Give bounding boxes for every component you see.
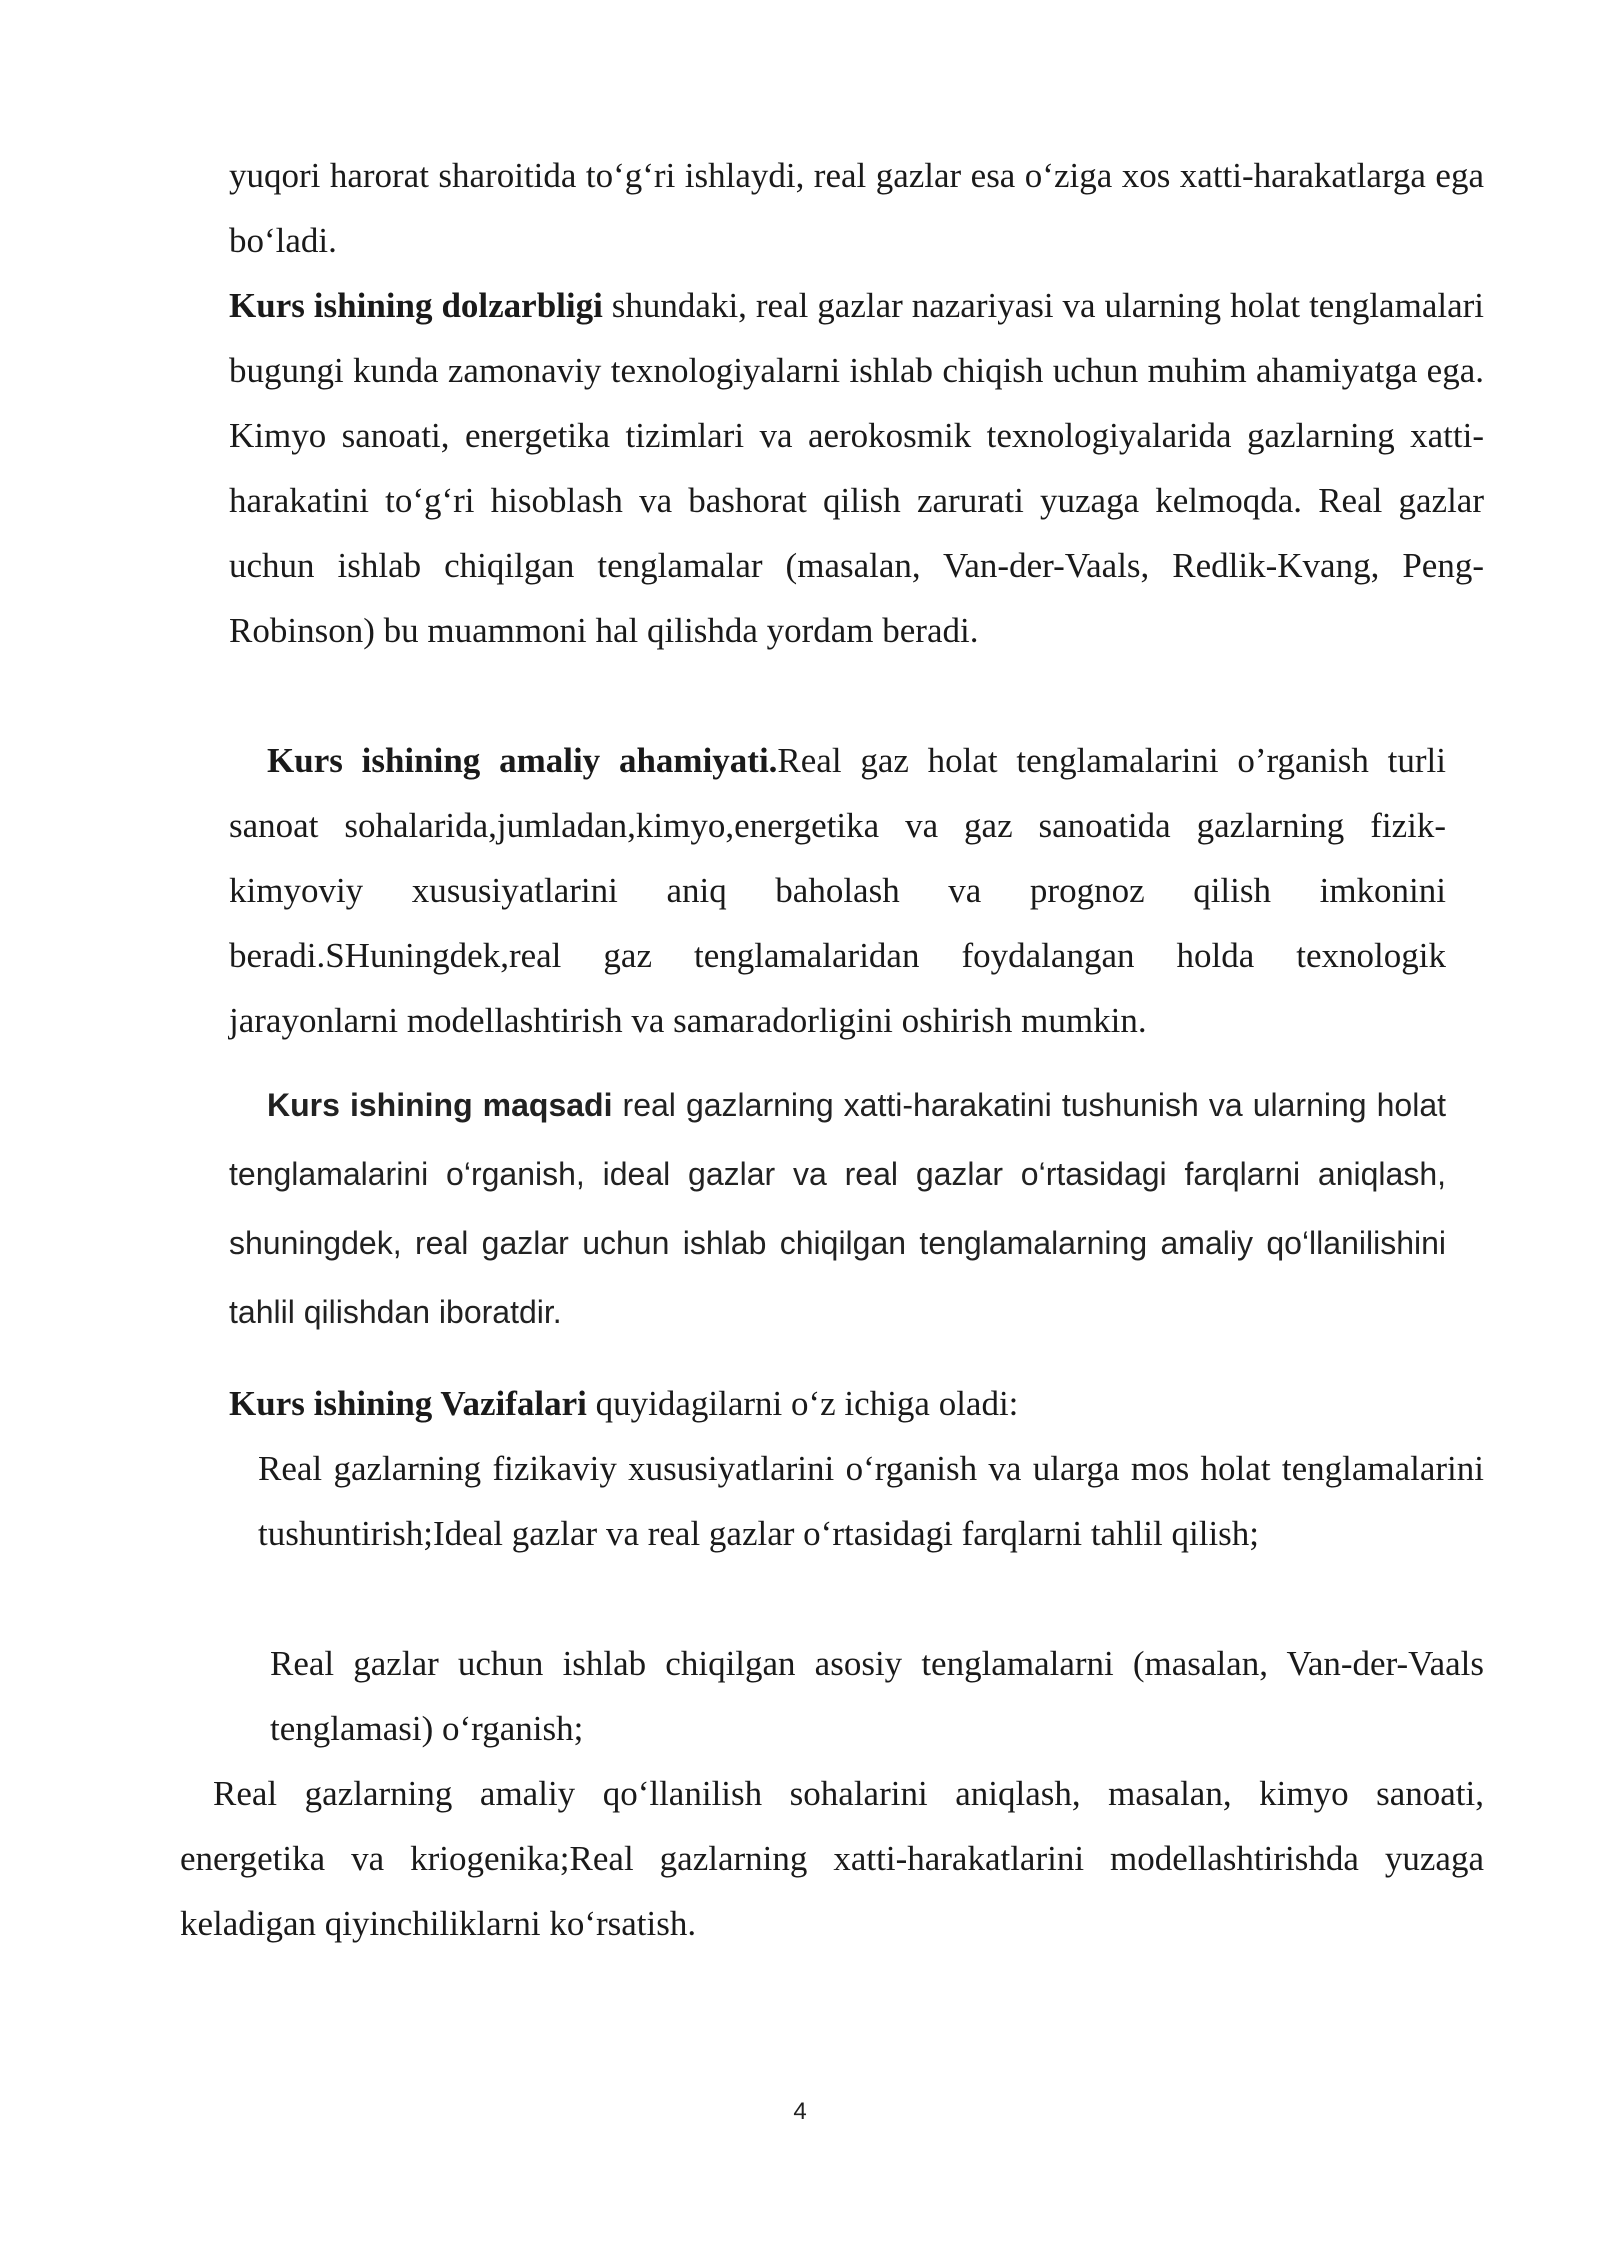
practical-importance-heading: Kurs ishining amaliy ahamiyati. (267, 741, 778, 780)
page-number: 4 (793, 2098, 807, 2125)
paragraph-text: shundaki, real gazlar nazariyasi va ularning holat tenglamalari bugungi kunda zamonaviy texnologiyalarni ishlab chiqish uchun muhim ahamiyatga ega. Kimyo sanoati, energetika tizimlari va aerokosmik texnologiyalarida gazlarning xatti-harakatini to‘g‘ri hisoblash va bashorat qilish zarurati yuzaga kelmoqda. Real gazlar uchun ishlab chiqilgan tenglamalar (masalan, Van-der-Vaals, Redlik-Kvang, Peng-Robinson) bu muammoni hal qilishda yordam beradi. (229, 286, 1484, 650)
goal-heading: Kurs ishining maqsadi (267, 1087, 613, 1123)
task-text: Real gazlar uchun ishlab chiqilgan asosiy tenglamalarni (masalan, Van-der-Vaals tenglamasi) o‘rganish; (270, 1644, 1484, 1748)
paragraph-practical-importance (229, 728, 1446, 1053)
paragraph-text: real gazlarning xatti-harakatini tushunish va ularning holat tenglamalarini o‘rganish, ideal gazlar va real gazlar o‘rtasidagi farqlarni aniqlash, shuningdek, real gazlar uchun ishlab chiqilgan tenglamalarning amaliy qo‘llanilishini tahlil qilishdan iboratdir. (229, 1087, 1447, 1330)
task-item-1 (258, 1436, 1484, 1566)
task-text: Real gazlarning amaliy qo‘llanilish sohalarini aniqlash, masalan, kimyo sanoati, energetika va kriogenika;Real gazlarning xatti-harakatlarini modellashtirishda yuzaga keladigan qiyinchiliklarni ko‘rsatish. (180, 1774, 1484, 1943)
task-item-3 (180, 1761, 1484, 1956)
paragraph-tasks-intro (229, 1371, 1484, 1436)
paragraph-intro-continuation (229, 143, 1484, 273)
task-text: Real gazlarning fizikaviy xususiyatlarini o‘rganish va ularga mos holat tenglamalarini tushuntirish;Ideal gazlar va real gazlar o‘rtasidagi farqlarni tahlil qilish; (258, 1449, 1484, 1553)
task-item-2 (270, 1631, 1484, 1761)
paragraph-goal (229, 1071, 1446, 1347)
paragraph-text: Real gaz holat tenglamalarini o’rganish turli sanoat sohalarida,jumladan,kimyo,energetika va gaz sanoatida gazlarning fizik-kimyoviy xususiyatlarini aniq baholash va prognoz qilish imkonini beradi.SHuningdek,real gaz tenglamalaridan foydalangan holda texnologik jarayonlarni modellashtirish va samaradorligini oshirish mumkin. (229, 741, 1446, 1040)
tasks-heading: Kurs ishining Vazifalari (229, 1384, 587, 1423)
paragraph-text: quyidagilarni o‘z ichiga oladi: (586, 1384, 1019, 1423)
paragraph-relevance (229, 273, 1484, 663)
paragraph-text: yuqori harorat sharoitida to‘g‘ri ishlaydi, real gazlar esa o‘ziga xos xatti-harakatlarga ega bo‘ladi. (229, 156, 1484, 260)
relevance-heading: Kurs ishining dolzarbligi (229, 286, 603, 325)
